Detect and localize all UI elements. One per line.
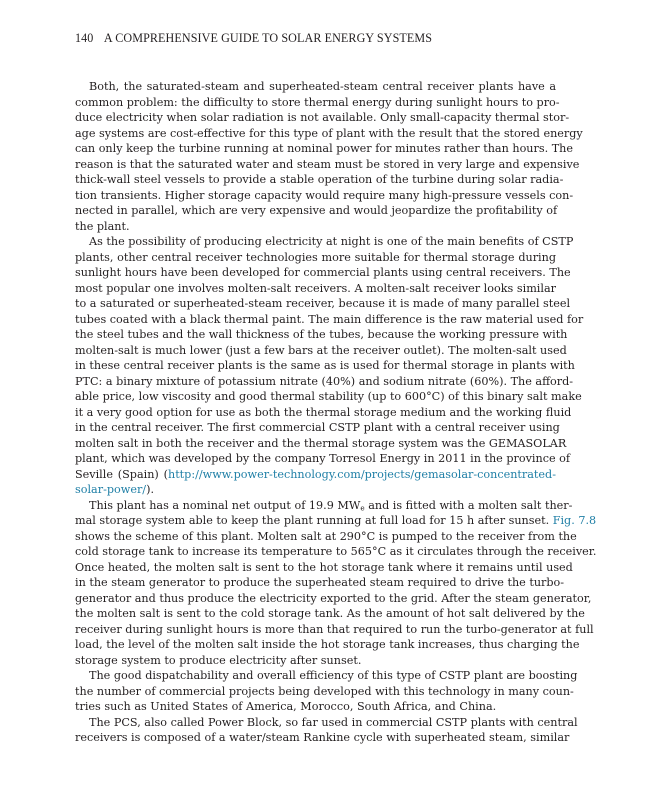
text-run: mal storage system able to keep the plant running at full load for 15 h after sunset. <box>75 514 553 527</box>
text-line: the plant. <box>75 219 130 233</box>
text-line: in these central receiver plants is the same as is used for thermal storage in plants with <box>75 359 575 372</box>
text-line: to a saturated or superheated-steam receiver, because it is made of many parallel steel <box>75 297 571 310</box>
text-line: PTC: a binary mixture of potassium nitrate (40%) and sodium nitrate (60%). The afford- <box>75 374 574 388</box>
text-line: tubes coated with a black thermal paint. The main difference is the raw material used for <box>75 312 584 326</box>
text-line-with-link <box>75 467 556 483</box>
text-line: it a very good option for use as both the thermal storage medium and the working fluid <box>75 405 572 419</box>
text-line: in the central receiver. The first commercial CSTP plant with a central receiver using <box>75 421 560 434</box>
running-head <box>75 31 432 46</box>
gemasolar-url-link[interactable]: http://www.power-technology.com/projects/gemasolar-concentrated- <box>167 467 556 481</box>
subscript-e: e <box>360 502 365 512</box>
text-line <box>75 498 573 514</box>
paragraph-gemasolar-plant <box>75 498 597 669</box>
text-line: common problem: the difficulty to store thermal energy during sunlight hours to pro- <box>75 95 560 109</box>
text-line: in the steam generator to produce the superheated steam required to drive the turbo- <box>75 576 565 589</box>
text-line: Once heated, the molten salt is sent to the hot storage tank where it remains until used <box>75 560 573 574</box>
paragraph-power-block <box>75 715 578 746</box>
link-prefix: Seville (Spain) ( <box>75 467 168 481</box>
text-line: plant, which was developed by the company Torresol Energy in 2011 in the province of <box>75 452 571 465</box>
text-line: tion transients. Higher storage capacity would require many high-pressure vessels con- <box>75 188 574 202</box>
link-suffix: ). <box>146 483 154 496</box>
paragraph-molten-salt-receivers <box>75 234 584 498</box>
body-text <box>75 79 597 746</box>
text-line: The good dispatchability and overall efficiency of this type of CSTP plant are boosting <box>89 669 578 682</box>
paragraph-storage-problem <box>75 79 583 234</box>
text-line: storage system to produce electricity after sunset. <box>75 653 362 667</box>
text-line: molten salt in both the receiver and the thermal storage system was the GEMASOLAR <box>75 436 567 450</box>
text-line: can only keep the turbine running at nominal power for minutes rather than hours. The <box>75 142 574 155</box>
page-number: 140 <box>75 31 94 45</box>
text-line: plants, other central receiver technologies more suitable for thermal storage during <box>75 250 556 264</box>
text-line: the number of commercial projects being developed with this technology in many coun- <box>75 684 574 698</box>
text-line: cold storage tank to increase its temperature to 565°C as it circulates through the receiver. <box>75 545 597 558</box>
text-line: sunlight hours have been developed for commercial plants using central receivers. The <box>75 266 571 279</box>
text-line: generator and thus produce the electricity exported to the grid. After the steam generator, <box>75 591 592 605</box>
book-title: A COMPREHENSIVE GUIDE TO SOLAR ENERGY SYSTEMS <box>103 31 433 45</box>
paragraph-dispatchability <box>75 668 578 715</box>
text-line: the steel tubes and the wall thickness of the tubes, because the working pressure with <box>75 328 568 341</box>
text-line: shows the scheme of this plant. Molten salt at 290°C is pumped to the receiver from the <box>75 529 577 543</box>
text-line: The PCS, also called Power Block, so far used in commercial CSTP plants with central <box>89 715 578 729</box>
text-line <box>75 513 597 529</box>
text-line: Both, the saturated-steam and superheated-steam central receiver plants have a <box>89 80 556 93</box>
text-line: reason is that the saturated water and steam must be stored in very large and expensive <box>75 157 580 171</box>
gemasolar-url-link-continued[interactable]: solar-power/ <box>75 483 147 496</box>
text-line: receivers is composed of a water/steam Rankine cycle with superheated steam, similar <box>75 731 570 744</box>
text-line: nected in parallel, which are very expensive and would jeopardize the profitability of <box>75 204 558 217</box>
text-run: This plant has a nominal net output of 19.9 MW <box>89 498 361 512</box>
text-line: age systems are cost-effective for this type of plant with the result that the stored energy <box>75 126 583 140</box>
text-line: thick-wall steel vessels to provide a stable operation of the turbine during solar radia- <box>75 173 564 186</box>
text-line: most popular one involves molten-salt receivers. A molten-salt receiver looks similar <box>75 281 556 295</box>
text-line: tries such as United States of America, Morocco, South Africa, and China. <box>75 700 497 713</box>
text-line: load, the level of the molten salt inside the hot storage tank increases, thus charging the <box>75 638 580 651</box>
text-line: the molten salt is sent to the cold storage tank. As the amount of hot salt delivered by the <box>75 607 585 620</box>
text-line: receiver during sunlight hours is more than that required to run the turbo-generator at full <box>75 622 594 636</box>
text-line-with-link <box>75 482 556 498</box>
text-line: duce electricity when solar radiation is not available. Only small-capacity thermal stor- <box>75 111 570 124</box>
text-line: molten-salt is much lower (just a few bars at the receiver outlet). The molten-salt used <box>75 343 567 357</box>
text-run: and is fitted with a molten salt ther- <box>364 498 573 512</box>
figure-reference-link[interactable]: Fig. 7.8 <box>552 514 597 527</box>
text-line: As the possibility of producing electricity at night is one of the main benefits of CSTP <box>89 235 574 248</box>
text-line: able price, low viscosity and good thermal stability (up to 600°C) of this binary salt make <box>75 390 582 403</box>
